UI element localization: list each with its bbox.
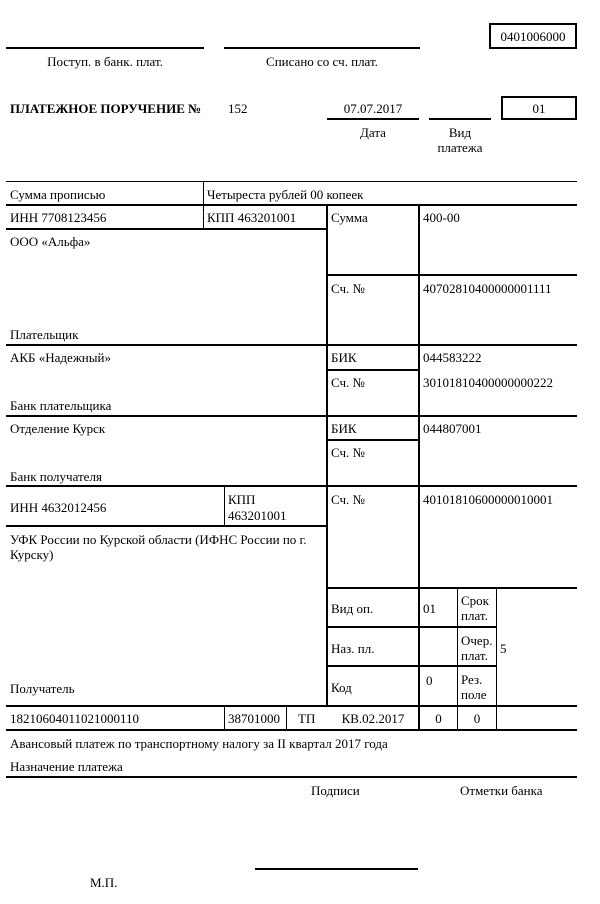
line-666-right	[327, 665, 497, 667]
amount-words: Четыреста рублей 00 копеек	[207, 187, 364, 202]
line-588-right	[327, 587, 577, 589]
recipient-name: УФК России по Курской области (ИФНС России по г. Курску)	[10, 532, 307, 562]
line-205	[6, 204, 577, 206]
received-label: Поступ. в банк. плат.	[47, 54, 163, 69]
recipient-bank-label: Банк получателя	[10, 469, 102, 484]
payer-bank-name: АКБ «Надежный»	[10, 350, 111, 365]
order-value: 5	[500, 641, 507, 656]
payer-label: Плательщик	[10, 327, 79, 342]
order-label: Очер. плат.	[461, 633, 493, 663]
date-label: Дата	[360, 125, 386, 140]
recipient-bank-name: Отделение Курск	[10, 421, 106, 436]
payment-type-line	[429, 118, 491, 120]
payer-bank-bik-label: БИК	[331, 350, 357, 365]
code-label: Код	[331, 680, 352, 695]
payer-account: 40702810400000001111	[423, 281, 552, 296]
payer-bank-account: 30101810400000000222	[423, 375, 553, 390]
line-526-left	[6, 525, 327, 527]
debited-label: Списано со сч. плат.	[266, 54, 378, 69]
line-627-right	[327, 626, 497, 628]
form-title: ПЛАТЕЖНОЕ ПОРУЧЕНИЕ №	[10, 101, 202, 116]
tax-period: КВ.02.2017	[341, 711, 405, 726]
payer-kpp: КПП 463201001	[207, 210, 297, 225]
received-line	[6, 47, 204, 49]
recipient-kpp: 463201001	[228, 508, 287, 523]
line-275-right	[327, 274, 577, 276]
tax-doc-number: 0	[435, 711, 442, 726]
line-416	[6, 415, 577, 417]
tax-doc-date: 0	[473, 711, 481, 726]
payment-date: 07.07.2017	[343, 101, 403, 116]
recipient-bank-bik: 044807001	[423, 421, 482, 436]
vline-326	[326, 204, 328, 706]
line-440-right	[327, 439, 419, 441]
payer-bank-bik: 044583222	[423, 350, 482, 365]
debited-line	[224, 47, 420, 49]
kbk-code: 18210604011021000110	[10, 711, 140, 726]
payment-type-label: Вид платежа	[437, 125, 483, 155]
signature-line	[255, 868, 418, 870]
purpose-label: Назначение платежа	[10, 759, 123, 774]
purpose-code-label: Наз. пл.	[331, 641, 375, 656]
recipient-account: 40101810600000010001	[423, 492, 553, 507]
recipient-bank-bik-label: БИК	[331, 421, 357, 436]
stamp-label: М.П.	[90, 875, 118, 890]
amount-words-label: Сумма прописью	[10, 187, 106, 202]
vline-496	[496, 587, 497, 730]
vline-418	[418, 204, 420, 730]
payer-bank-acc-label: Сч. №	[331, 375, 365, 390]
recipient-acc-label: Сч. №	[331, 492, 365, 507]
term-label: Срок плат.	[461, 593, 489, 623]
code-value: 0	[426, 673, 433, 688]
sum-value: 400-00	[423, 210, 460, 225]
payment-purpose: Авансовый платеж по транспортному налогу за II квартал 2017 года	[10, 736, 388, 751]
amount-top-line	[6, 181, 577, 182]
recipient-inn: ИНН 4632012456	[10, 500, 107, 515]
line-706	[6, 705, 577, 707]
op-type-label: Вид оп.	[331, 601, 374, 616]
recipient-bank-acc-label: Сч. №	[331, 445, 365, 460]
date-line	[327, 118, 419, 120]
sum-label: Сумма	[331, 210, 368, 225]
line-486	[6, 485, 577, 487]
payer-acc-label: Сч. №	[331, 281, 365, 296]
signatures-label: Подписи	[311, 783, 360, 798]
line-370-right	[327, 369, 419, 371]
op-type-value: 01	[423, 601, 436, 616]
vline-457	[457, 587, 458, 730]
tax-basis: ТП	[298, 711, 316, 726]
payer-bank-label: Банк плательщика	[10, 398, 112, 413]
vline-tax-224	[224, 705, 225, 730]
payment-number: 152	[228, 101, 248, 116]
payer-name: ООО «Альфа»	[10, 234, 91, 249]
oktmo-code: 38701000	[228, 711, 280, 726]
recipient-kpp-label: КПП	[228, 492, 256, 507]
bank-marks-label: Отметки банка	[460, 783, 543, 798]
status-code: 01	[532, 101, 546, 116]
line-229-left	[6, 228, 327, 230]
line-777	[6, 776, 577, 778]
line-730	[6, 729, 577, 731]
payer-inn: ИНН 7708123456	[10, 210, 107, 225]
vline-224-recipient	[224, 485, 225, 526]
form-code: 0401006000	[500, 29, 566, 44]
vline-tax-286	[286, 705, 287, 730]
reserve-label: Рез. поле	[461, 672, 487, 702]
vline-203-inn	[203, 204, 204, 229]
amount-divider	[203, 181, 204, 205]
recipient-label: Получатель	[10, 681, 75, 696]
line-345	[6, 344, 577, 346]
